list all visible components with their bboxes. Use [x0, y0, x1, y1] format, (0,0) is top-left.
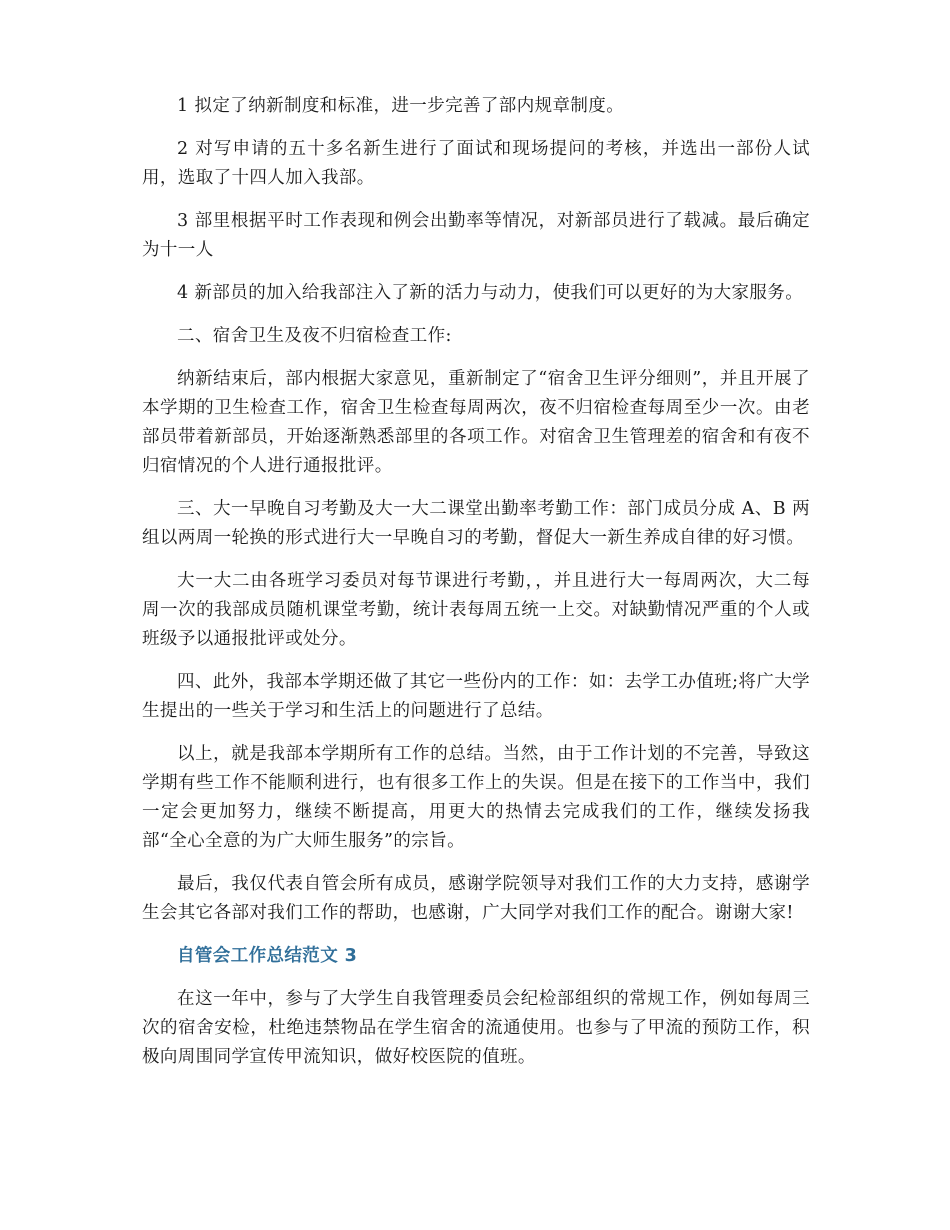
paragraph-item-3: 3 部里根据平时工作表现和例会出勤率等情况，对新部员进行了载减。最后确定为十一人: [142, 211, 810, 260]
paragraph-item-4: 4 新部员的加入给我部注入了新的活力与动力，使我们可以更好的为大家服务。: [177, 283, 804, 303]
paragraph-other-work: 四、此外，我部本学期还做了其它一些份内的工作：如：去学工办值班;将广大学生提出的一些关于学习和生活上的问题进行了总结。: [142, 672, 810, 721]
paragraph-item-2: 2 对写申请的五十多名新生进行了面试和现场提问的考核，并选出一部份人试用，选取了十四人加入我部。: [142, 139, 810, 188]
paragraph-summary: 以上，就是我部本学期所有工作的总结。当然，由于工作计划的不完善，导致这学期有些工作不能顺利进行，也有很多工作上的失误。但是在接下的工作当中，我们一定会更加努力，继续不断提高，用更大的热情去完成我们的工作，继续发扬我部“全心全意的为广大师生服务”的宗旨。: [142, 744, 810, 851]
paragraph-thanks: 最后，我仅代表自管会所有成员，感谢学院领导对我们工作的大力支持，感谢学生会其它各部对我们工作的帮助，也感谢，广大同学对我们工作的配合。谢谢大家!: [142, 874, 810, 923]
paragraph-item-1: 1 拟定了纳新制度和标准，进一步完善了部内规章制度。: [177, 96, 625, 116]
subheading-dorm-inspection: 二、宿舍卫生及夜不归宿检查工作:: [177, 326, 452, 346]
paragraph-class-attendance: 大一大二由各班学习委员对每节课进行考勤，，并且进行大一每周两次，大二每周一次的我部成员随机课堂考勤，统计表每周五统一上交。对缺勤情况严重的个人或班级予以通报批评或处分。: [142, 571, 810, 649]
paragraph-sample-3-intro: 在这一年中，参与了大学生自我管理委员会纪检部组织的常规工作，例如每周三次的宿舍安检，杜绝违禁物品在学生宿舍的流通使用。也参与了甲流的预防工作，积极向周围同学宣传甲流知识，做好校医院的值班。: [142, 989, 810, 1067]
section-heading: 自管会工作总结范文 3: [177, 946, 358, 966]
document-page: [142, 92, 810, 1086]
paragraph-dorm-hygiene: 纳新结束后，部内根据大家意见，重新制定了“宿舍卫生评分细则”，并且开展了本学期的卫生检查工作，宿舍卫生检查每周两次，夜不归宿检查每周至少一次。由老部员带着新部员，开始逐渐熟悉部里的各项工作。对宿舍卫生管理差的宿舍和有夜不归宿情况的个人进行通报批评。: [142, 369, 810, 476]
paragraph-attendance: 三、大一早晚自习考勤及大一大二课堂出勤率考勤工作：部门成员分成 A、B 两组以两周一轮换的形式进行大一早晚自习的考勤，督促大一新生养成自律的好习惯。: [142, 499, 810, 548]
